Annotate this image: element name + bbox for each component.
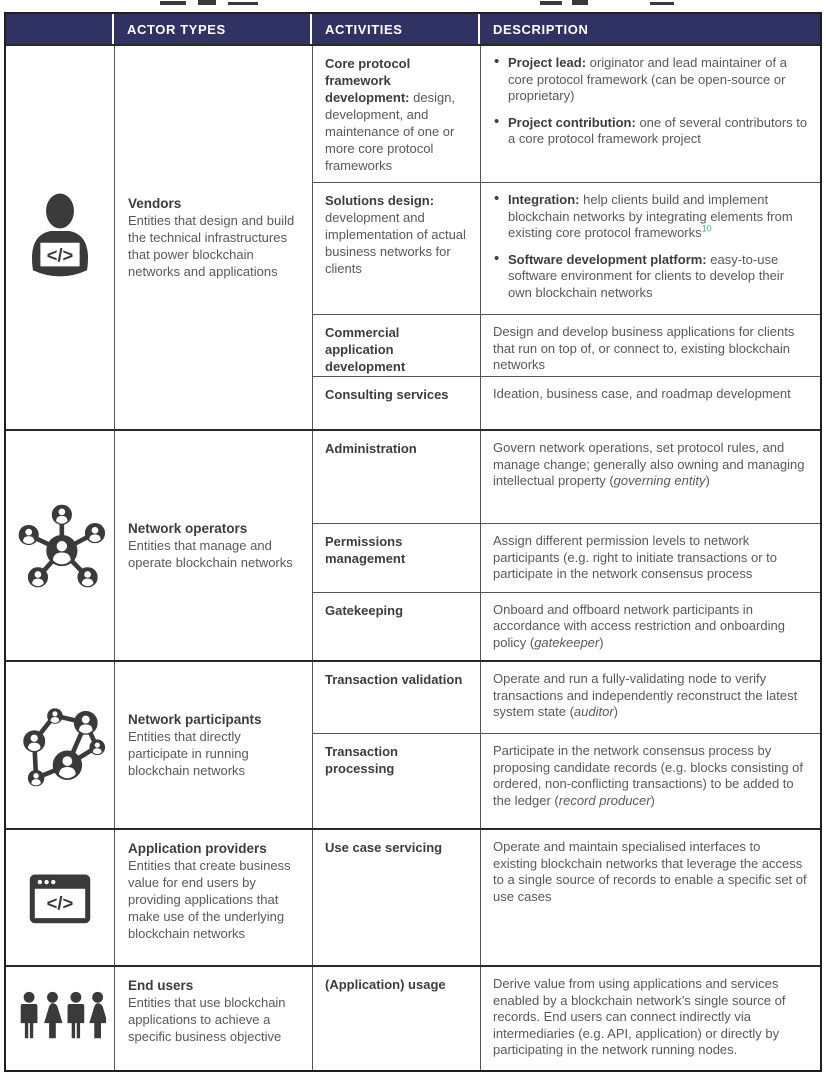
actor-title: Network participants	[128, 712, 262, 727]
activity-cell: Core protocol framework development: design, development, and maintenance of one or more core protocol frameworks	[325, 56, 456, 173]
end-users-group-icon	[6, 967, 114, 1070]
row-application-usage	[313, 967, 820, 1070]
row-administration	[313, 431, 820, 523]
actor-description: Entities that directly participate in running blockchain networks	[128, 729, 249, 778]
row-solutions-design	[313, 182, 820, 314]
actor-description: Entities that create business value for end users by providing applications that make use of the underlying blockchain networks	[128, 858, 291, 941]
activity-cell: Permissions management	[325, 534, 406, 566]
description-cell: Operate and maintain specialised interfaces to existing blockchain networks that leverage the access to a single source of records to enable a specific set of use cases	[480, 830, 820, 965]
row-transaction-validation	[313, 662, 820, 733]
actor-cell-application-providers	[114, 830, 312, 965]
description-cell: Govern network operations, set protocol rules, and manage change; generally also owning and managing intellectual property (governing entity)	[480, 431, 820, 523]
actor-types-table	[4, 12, 822, 1072]
cropped-caption-fragments	[150, 0, 710, 6]
application-window-code-icon	[6, 830, 114, 965]
header-description: DESCRIPTION	[480, 14, 820, 44]
description-cell	[480, 46, 820, 182]
row-commercial-application	[313, 314, 820, 376]
actor-title: Application providers	[128, 841, 267, 856]
row-transaction-processing	[313, 733, 820, 828]
actor-description: Entities that use blockchain applications to achieve a specific business objective	[128, 995, 286, 1044]
description-cell: Design and develop business applications for clients that run on top of, or connect to, existing blockchain networks	[480, 315, 820, 376]
description-cell	[480, 183, 820, 314]
header-actor-types: ACTOR TYPES	[114, 14, 310, 44]
header-activities: ACTIVITIES	[312, 14, 478, 44]
network-operators-hub-icon	[6, 431, 114, 660]
row-consulting-services	[313, 376, 820, 429]
description-cell: Operate and run a fully-validating node to verify transactions and independently reconstruct the latest system state (auditor)	[480, 662, 820, 733]
actor-title: Vendors	[128, 196, 182, 211]
actor-cell-network-operators	[114, 431, 312, 660]
row-core-protocol	[313, 46, 820, 182]
actor-cell-network-participants	[114, 662, 312, 828]
activity-cell: Gatekeeping	[325, 602, 404, 618]
activity-cell: Transaction validation	[325, 672, 463, 687]
row-permissions-management	[313, 523, 820, 592]
table-header-row	[6, 14, 820, 44]
actor-description: Entities that manage and operate blockchain networks	[128, 538, 293, 570]
section-application-providers	[6, 828, 820, 965]
actor-title: End users	[128, 978, 194, 993]
actor-cell-vendors	[114, 46, 312, 429]
svg-text:</>: </>	[46, 892, 74, 914]
vendor-developer-icon	[6, 46, 114, 429]
section-end-users	[6, 965, 820, 1070]
activity-cell: Commercial application development	[325, 325, 406, 374]
actor-cell-end-users	[114, 967, 312, 1070]
description-cell: Derive value from using applications and services enabled by a blockchain network’s single source of records. End users can connect indirectly via intermediaries (e.g. API, application) or directly by participating in the network running nodes.	[480, 967, 820, 1070]
activity-cell: (Application) usage	[325, 977, 446, 992]
description-cell: Ideation, business case, and roadmap development	[480, 377, 820, 429]
description-cell: Assign different permission levels to network participants (e.g. right to initiate transactions or to participate in the network consensus process	[480, 524, 820, 592]
header-icon-column	[6, 14, 112, 44]
network-participants-mesh-icon	[6, 662, 114, 828]
row-use-case-servicing	[313, 830, 820, 965]
section-network-participants	[6, 660, 820, 828]
desc-bullet: • Software development platform: easy-to-use software environment for clients to develop their own blockchain networks	[493, 252, 808, 302]
section-vendors	[6, 44, 820, 429]
svg-text:</>: </>	[46, 244, 74, 266]
description-cell: Onboard and offboard network participants in accordance with access restriction and onboarding policy (gatekeeper)	[480, 593, 820, 661]
activity-cell: Solutions design: development and implementation of actual business networks for clients	[325, 193, 466, 276]
section-network-operators	[6, 429, 820, 660]
desc-bullet: • Project lead: originator and lead maintainer of a core protocol framework (can be open-source or proprietary)	[493, 55, 808, 105]
activity-cell: Administration	[325, 441, 417, 456]
activity-cell: Use case servicing	[325, 840, 443, 855]
desc-bullet: • Project contribution: one of several contributors to a core protocol framework project	[493, 115, 808, 148]
actor-description: Entities that design and build the technical infrastructures that power blockchain networks and applications	[128, 213, 295, 279]
row-gatekeeping	[313, 592, 820, 661]
description-cell: Participate in the network consensus process by proposing candidate records (e.g. blocks consisting of ordered, non-conflicting transactions) to be added to the ledger (record producer)	[480, 734, 820, 828]
desc-bullet: • Integration: help clients build and implement blockchain networks by integrating elements from existing core protocol frameworks$^{10}$	[493, 192, 808, 242]
actor-title: Network operators	[128, 521, 248, 536]
activity-cell: Transaction processing	[325, 744, 398, 776]
activity-cell: Consulting services	[325, 387, 449, 402]
